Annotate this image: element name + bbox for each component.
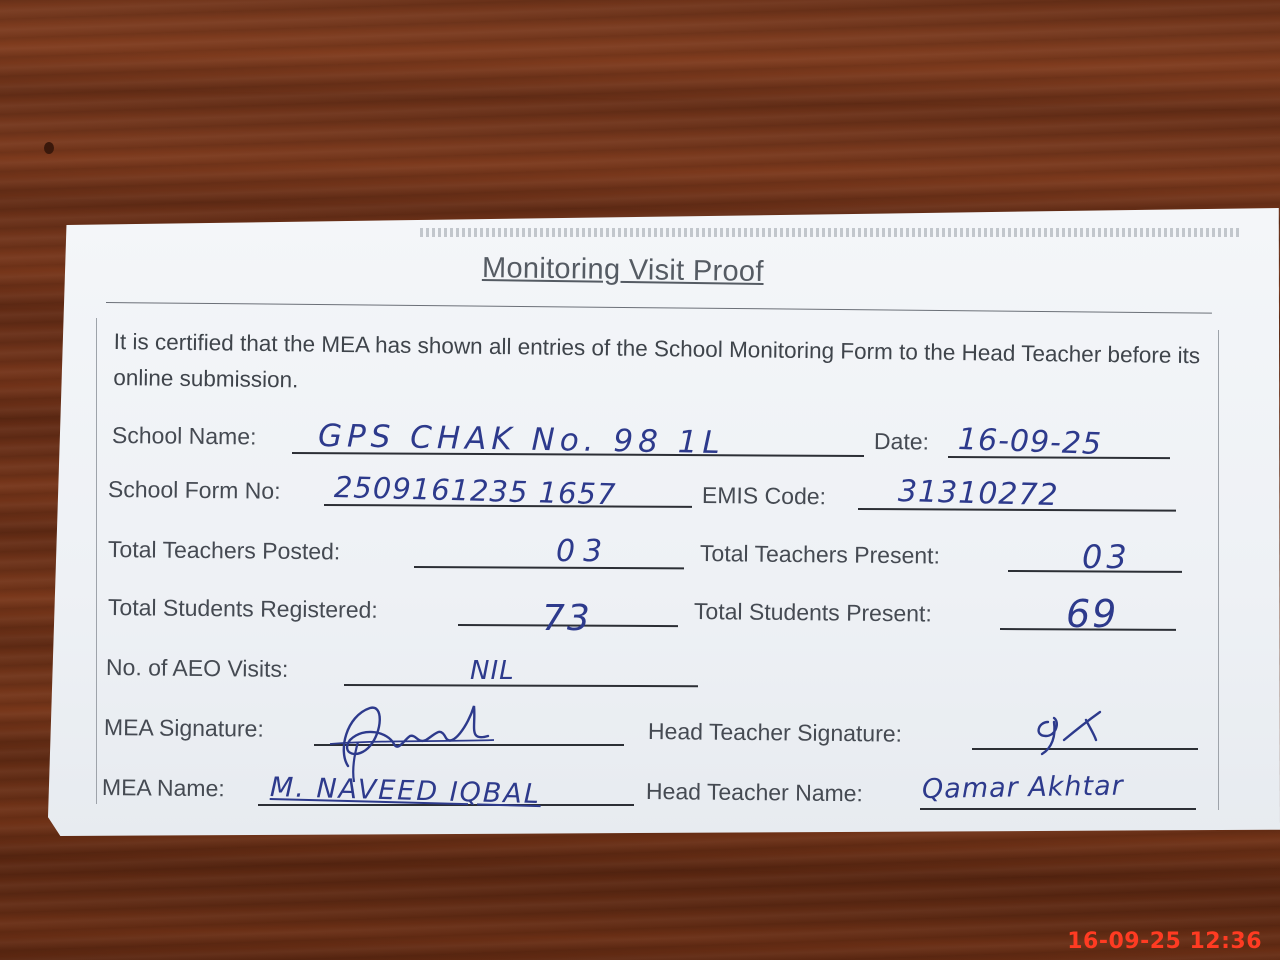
mea-name-label: MEA Name:: [101, 774, 225, 802]
head-teacher-name-line: [920, 808, 1196, 810]
aeo-visits-value: NIL: [470, 656, 515, 686]
school-form-no-label: School Form No:: [107, 476, 281, 504]
mea-signature-label: MEA Signature:: [103, 714, 264, 742]
date-label: Date:: [873, 428, 930, 455]
total-teachers-posted-label: Total Teachers Posted:: [107, 536, 341, 565]
date-value: 16-09-25: [957, 422, 1103, 463]
total-students-registered-value: 73: [542, 598, 592, 639]
certification-text: It is certified that the MEA has shown all entries of the School Monitoring Form to the Head Teacher before its online submission.: [113, 328, 1201, 393]
form-title: Monitoring Visit Proof: [481, 252, 764, 288]
total-students-present-label: Total Students Present:: [693, 598, 932, 627]
total-teachers-posted-value: 03: [556, 534, 611, 569]
head-teacher-name-value: Qamar Akhtar: [921, 770, 1125, 805]
school-name-value: GPS CHAK No. 98 1L: [317, 418, 726, 462]
total-teachers-present-label: Total Teachers Present:: [699, 540, 941, 569]
mea-signature-scribble: [318, 696, 508, 786]
aeo-visits-label: No. of AEO Visits:: [105, 654, 289, 682]
head-teacher-signature-label: Head Teacher Signature:: [647, 718, 903, 747]
school-name-label: School Name:: [111, 422, 257, 450]
right-border: [1218, 330, 1219, 810]
total-students-registered-label: Total Students Registered:: [107, 594, 378, 623]
photocopy-noise: [420, 228, 1240, 237]
mea-name-value: M. NAVEED IQBAL: [269, 772, 542, 811]
head-teacher-name-label: Head Teacher Name:: [645, 778, 864, 807]
emis-code-label: EMIS Code:: [701, 482, 827, 510]
left-border: [96, 318, 97, 804]
total-students-present-value: 69: [1066, 592, 1119, 636]
school-form-no-value: 2509161235 1657: [333, 470, 617, 512]
camera-timestamp: 16-09-25 12:36: [1067, 929, 1262, 954]
head-teacher-signature-scribble: [1024, 700, 1124, 760]
total-teachers-present-value: 03: [1082, 538, 1131, 576]
emis-code-value: 31310272: [897, 474, 1060, 514]
